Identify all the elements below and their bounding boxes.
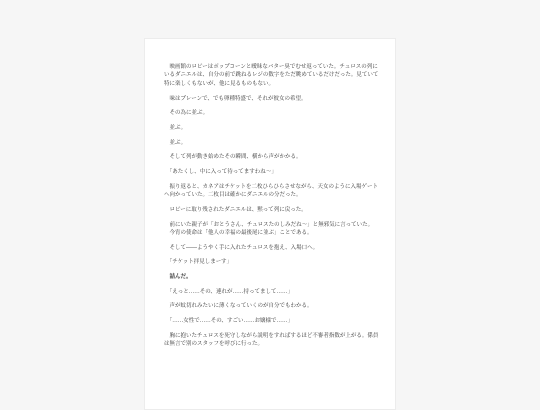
paragraph: 声が蚊切れみたいに薄くなっていくのが自分でもわかる。 xyxy=(164,303,313,310)
paragraph: 味はプレーンで、でも卵種特盛で、それが彼女の希望。 xyxy=(164,95,307,102)
paragraph: 胸に抱いたチュロスを死守しながら説明をすればするほど不審者指数が上がる。係員は無言で別のスタッフを呼びに行った。 xyxy=(164,332,379,348)
paragraph: そして列が動き始めたその瞬間、横から声がかかる。 xyxy=(164,154,302,161)
document-body xyxy=(164,63,379,349)
paragraph: 「えっと……その、連れが……持ってまして……」 xyxy=(164,288,294,295)
paragraph: 振り返ると、カネアはチケットを二枚ひらひらさせながら、天女のように入場ゲートへ向かっていた。二枚目は確かにダニエルの分だった。 xyxy=(164,183,379,199)
paragraph: 詰んだ。 xyxy=(164,274,192,281)
paragraph: 「チケット拝見しまーす」 xyxy=(164,259,232,266)
document-page xyxy=(144,38,396,410)
paragraph: ロビーに取り残されたダニエルは、黙って列に戻った。 xyxy=(164,206,307,213)
paragraph: 「あたくし、中に入って待ってますわね～」 xyxy=(164,169,277,176)
paragraph: 映画館のロビーはポップコーンと曖昧なバター臭でむせ返っていた。チュロスの列にいるダニエルは、自分の前で跳ねるレジの数字をただ眺めているだけだった。見ていて特に楽しくもないが、他に見るものもない。 xyxy=(164,64,379,87)
paragraph: 並ぶ。 xyxy=(164,124,187,131)
paragraph: その為に並ぶ。 xyxy=(164,110,209,117)
paragraph: 「……女性で……その、すごい……お嬢様で……」 xyxy=(164,318,294,325)
paragraph: そして――ようやく手に入れたチュロスを抱え、入場口へ。 xyxy=(164,244,319,251)
paragraph: 前にいた親子が「おとうさん、チュロスたのしみだね～」と無邪気に言っていた。 今宵の使命は「他人の幸福の最後尾に並ぶ」ことである。 xyxy=(169,221,374,236)
paragraph: 並ぶ。 xyxy=(164,139,187,146)
